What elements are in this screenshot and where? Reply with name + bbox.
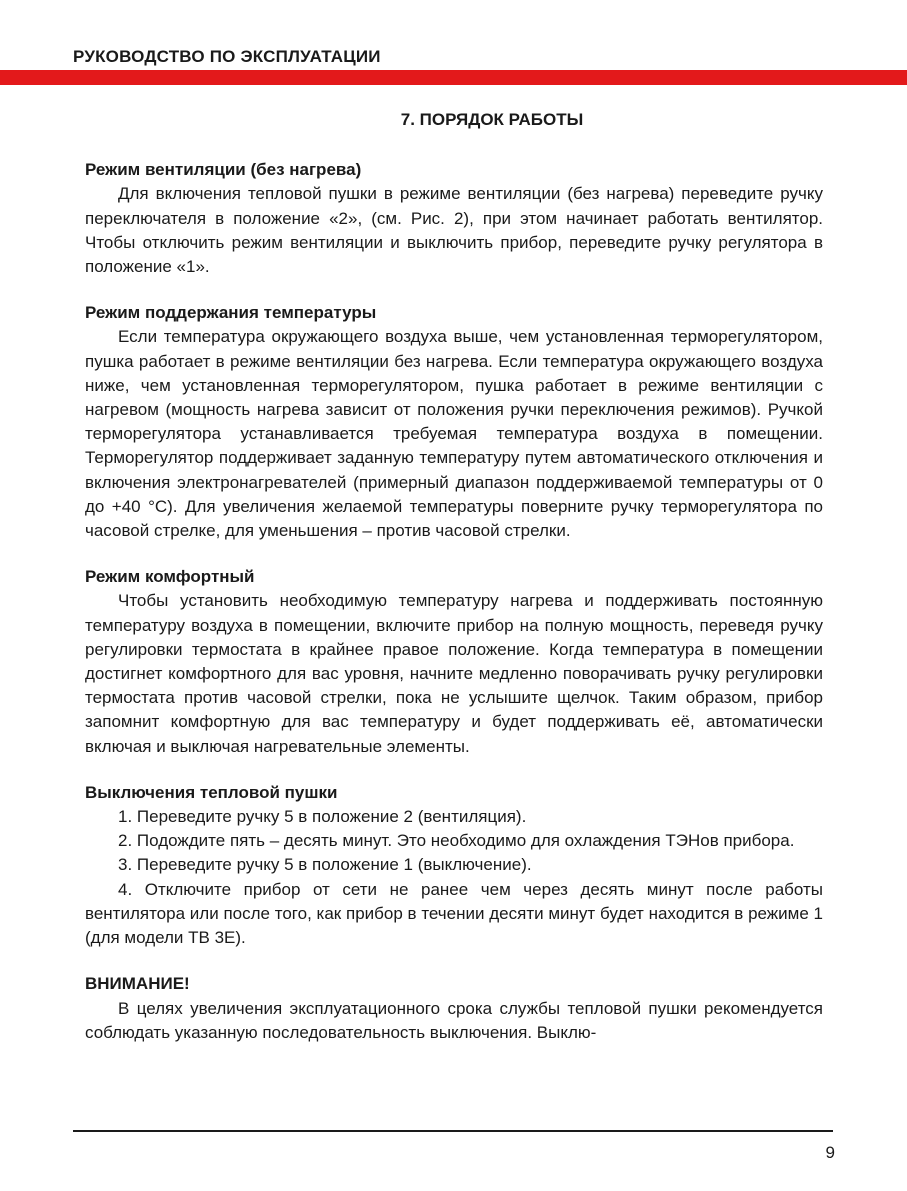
block-warning <box>85 972 823 1045</box>
block-shutdown <box>85 781 823 950</box>
running-header-title: РУКОВОДСТВО ПО ЭКСПЛУАТАЦИИ <box>73 47 381 66</box>
paragraph: Чтобы установить необходимую температуру нагрева и поддерживать постоянную температуру воздуха в помещении, включите прибор на полную мощность, переведя ручку регулировки термостата в крайнее правое положение. Когда температура в помещении достигнет комфортного для вас уровня, начните медленно поворачивать ручку регулировки термостата против часовой стрелки, пока не услышите щелчок. Таким образом, прибор запомнит комфортную для вас температуру и будет поддерживать её, автоматически включая и выключая нагревательные элементы. <box>85 591 823 756</box>
subheading-warning: ВНИМАНИЕ! <box>85 974 190 994</box>
block-comfort-mode <box>85 565 823 759</box>
footer-rule <box>73 1130 833 1132</box>
paragraph: В целях увеличения эксплуатационного срока службы тепловой пушки рекомендуется соблюдать указанную последовательность выключения. Выклю- <box>85 998 823 1042</box>
list-item: 3. Переведите ручку 5 в положение 1 (выключение). <box>118 855 532 875</box>
header-accent-bar <box>0 70 907 85</box>
page-content <box>85 108 823 1067</box>
list-item: 2. Подождите пять – десять минут. Это необходимо для охлаждения ТЭНов прибора. <box>118 831 795 851</box>
list-item: 4. Отключите прибор от сети не ранее чем через десять минут после работы вентилятора или после того, как прибор в течении десяти минут будет находится в режиме 1 (для модели ТВ 3Е). <box>85 879 823 948</box>
paragraph: Если температура окружающего воздуха выше, чем установленная терморегулятором, пушка работает в режиме вентиляции без нагрева. Если температура окружающего воздуха ниже, чем установленная терморегулятором, пушка работает в режиме вентиляции с нагревом (мощность нагрева зависит от положения ручки переключения режимов). Ручкой терморегулятора устанавливается требуемая температура воздуха в помещении. Терморегулятор поддерживает заданную температуру путем автоматического отключения и включения электронагревателей (примерный диапазон поддерживаемой температуры от 0 до +40 °С). Для увеличения желаемой температуры поверните ручку терморегулятора по часовой стрелке, для уменьшения – против часовой стрелки. <box>85 327 823 541</box>
subheading-temperature-mode: Режим поддержания температуры <box>85 303 377 323</box>
subheading-ventilation-mode: Режим вентиляции (без нагрева) <box>85 160 362 180</box>
block-temperature-maintenance <box>85 301 823 543</box>
paragraph: Для включения тепловой пушки в режиме вентиляции (без нагрева) переведите ручку переключателя в положение «2», (см. Рис. 2), при этом начинает работать вентилятор. Чтобы отключить режим вентиляции и выключить прибор, переведите ручку регулятора в положение «1». <box>85 184 823 277</box>
subheading-shutdown: Выключения тепловой пушки <box>85 782 338 802</box>
section-title: 7. ПОРЯДОК РАБОТЫ <box>400 110 584 129</box>
block-ventilation <box>85 158 823 279</box>
page-number: 9 <box>825 1143 835 1162</box>
list-item: 1. Переведите ручку 5 в положение 2 (вентиляция). <box>118 807 527 827</box>
subheading-comfort-mode: Режим комфортный <box>85 567 255 587</box>
